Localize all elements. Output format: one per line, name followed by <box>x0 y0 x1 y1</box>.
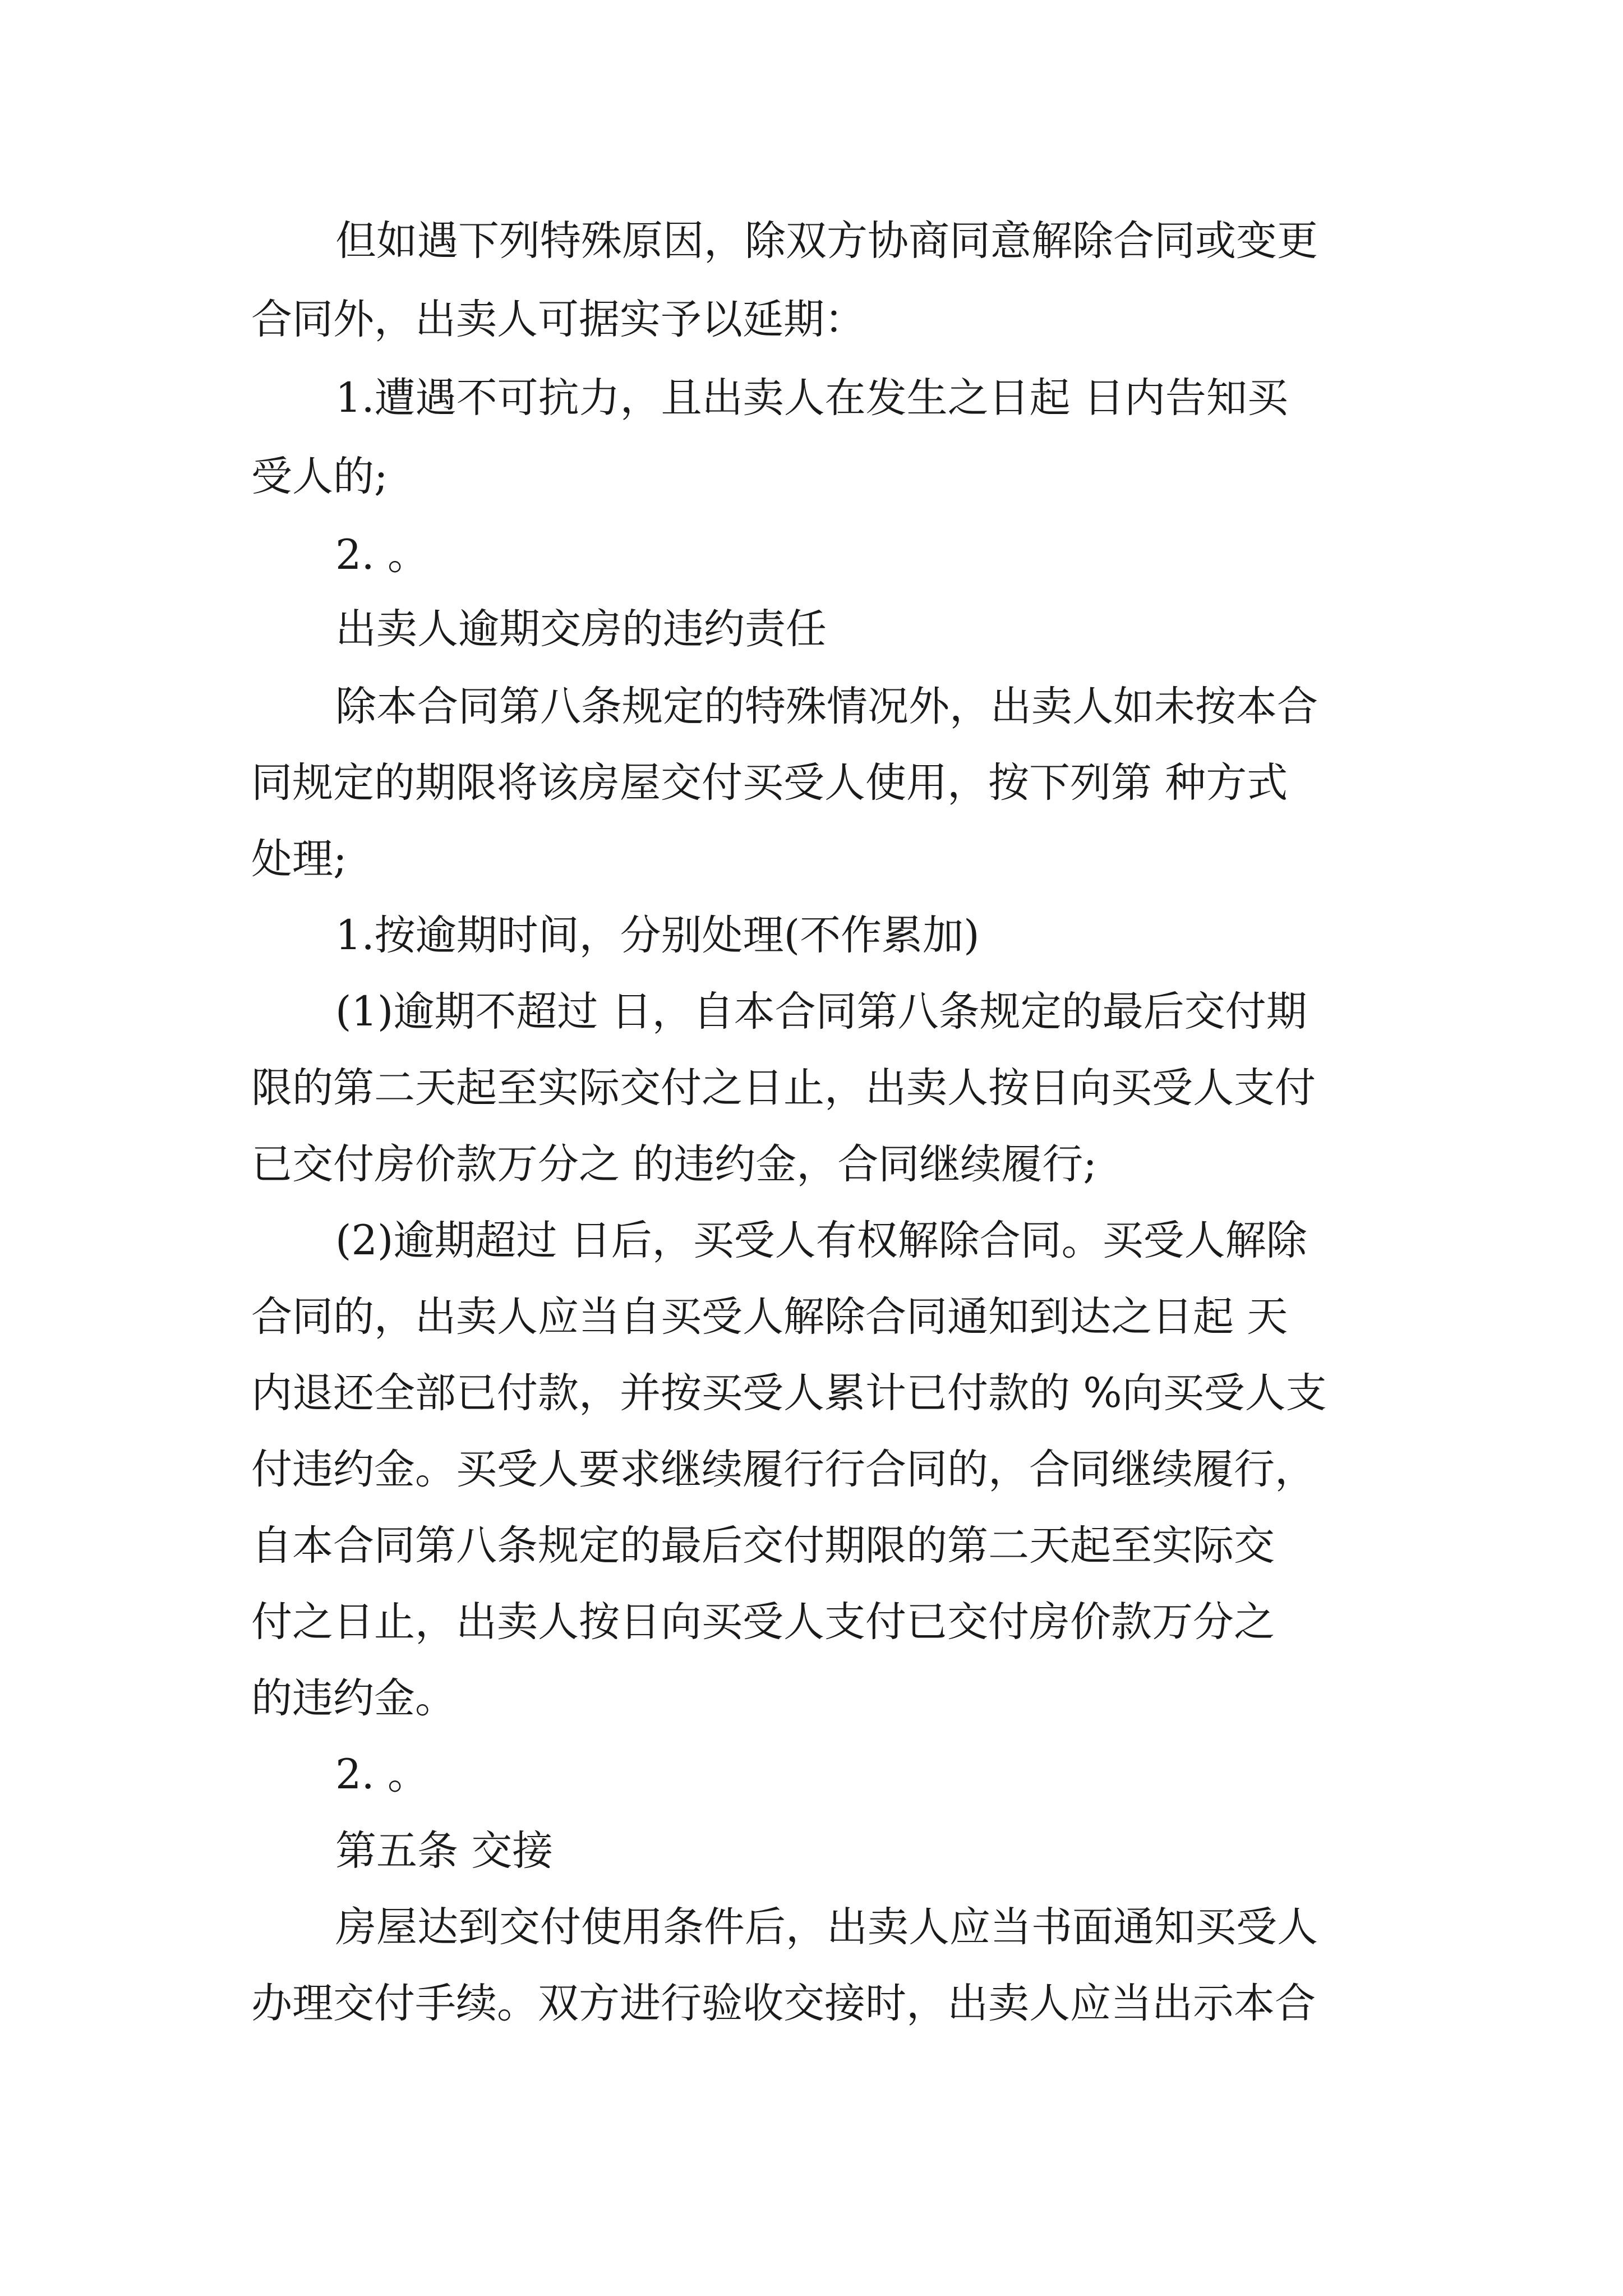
list-item-line: (2)逾期超过 日后，买受人有权解除合同。买受人解除 <box>335 1217 1307 1264</box>
list-item-line: 1.按逾期时间，分别处理(不作累加) <box>335 912 980 959</box>
list-item-line: 已交付房价款万分之 的违约金，合同继续履行; <box>251 1140 1097 1188</box>
paragraph-line: 处理; <box>251 835 347 883</box>
list-item-line: 2. 。 <box>335 1751 428 1798</box>
list-item-line: 付之日止，出卖人按日向买受人支付已交付房价款万分之 <box>251 1598 1275 1646</box>
list-item-line: 付违约金。买受人要求继续履行行合同的，合同继续履行， <box>251 1446 1316 1493</box>
list-item-line: 限的第二天起至实际交付之日止，出卖人按日向买受人支付 <box>251 1064 1316 1112</box>
list-item-line: 2. 。 <box>335 531 428 579</box>
paragraph-line: 但如遇下列特殊原因，除双方协商同意解除合同或变更 <box>335 217 1318 265</box>
list-item-line: 自本合同第八条规定的最后交付期限的第二天起至实际交 <box>251 1522 1275 1570</box>
article-heading: 第五条 交接 <box>335 1827 554 1875</box>
paragraph-line: 合同外，出卖人可据实予以延期： <box>251 296 865 343</box>
list-item-line: 1.遭遇不可抗力，且出卖人在发生之日起 日内告知买 <box>335 374 1288 422</box>
paragraph-line: 除本合同第八条规定的特殊情况外，出卖人如未按本合 <box>335 683 1318 730</box>
list-item-line: 受人的; <box>251 453 388 500</box>
paragraph-line: 办理交付手续。双方进行验收交接时，出卖人应当出示本合 <box>251 1980 1316 2027</box>
section-heading: 出卖人逾期交房的违约责任 <box>335 605 827 653</box>
paragraph-line: 房屋达到交付使用条件后，出卖人应当书面通知买受人 <box>335 1903 1318 1951</box>
list-item-line: 合同的，出卖人应当自买受人解除合同通知到达之日起 天 <box>251 1293 1288 1341</box>
paragraph-line: 同规定的期限将该房屋交付买受人使用，按下列第 种方式 <box>251 759 1288 807</box>
list-item-line: (1)逾期不超过 日，自本合同第八条规定的最后交付期 <box>335 988 1307 1036</box>
list-item-line: 的违约金。 <box>251 1674 456 1722</box>
list-item-line: 内退还全部已付款，并按买受人累计已付款的 %向买受人支 <box>251 1369 1327 1417</box>
